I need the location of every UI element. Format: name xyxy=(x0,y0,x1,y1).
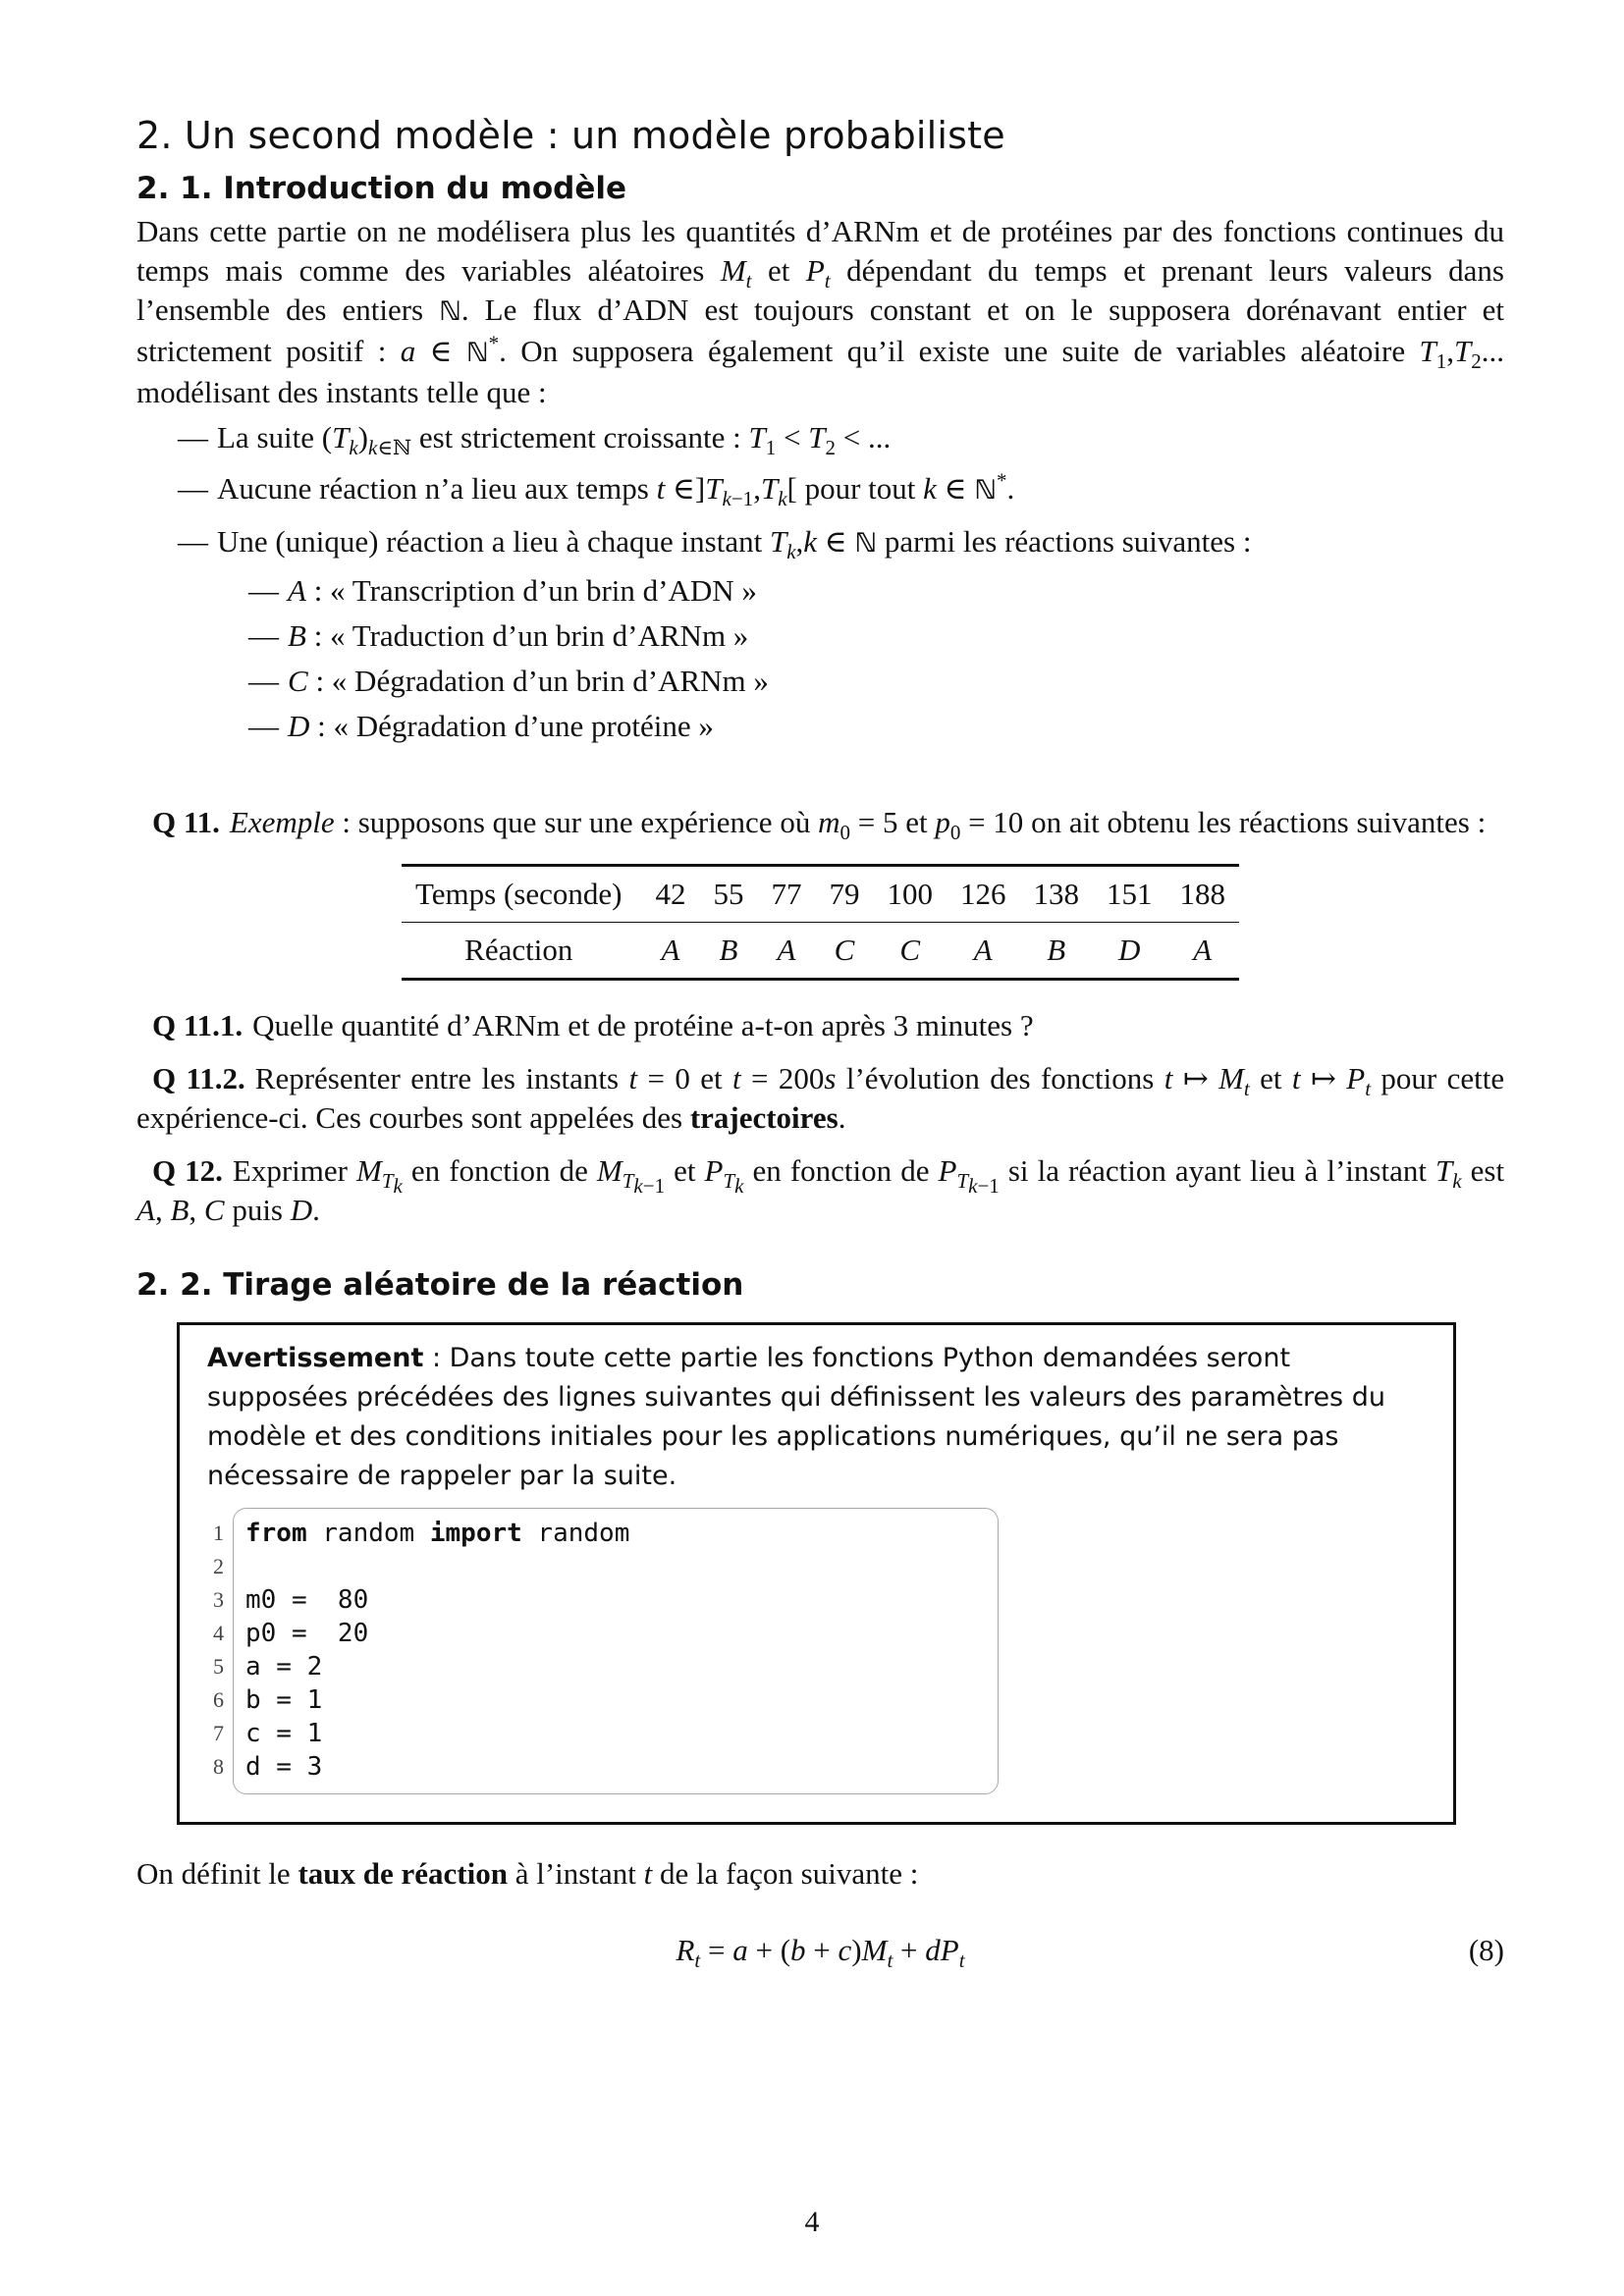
subsection-title-draw: 2. 2. Tirage aléatoire de la réaction xyxy=(136,1267,744,1303)
reaction-item: — A : « Transcription d’un brin d’ADN » xyxy=(248,571,1504,611)
warning-box xyxy=(177,1322,1456,1825)
reaction-item: — C : « Dégradation d’un brin d’ARNm » xyxy=(248,662,1504,701)
reactions-list xyxy=(217,571,1504,746)
conditions-list xyxy=(136,418,1504,746)
code-line: 5 a = 2 xyxy=(213,1652,323,1682)
equation-formula: $R_t = a + (b + c)M_t + dP_t$ xyxy=(676,1933,965,1973)
table-cell: 138 xyxy=(1019,866,1093,923)
rate-equation xyxy=(136,1923,1504,1982)
intro-paragraph: Dans cette partie on ne modélisera plus les quantités d’ARNm et de protéines par des fonctions continues du temps mais comme des variables aléatoires $M_t$ et $P_t$ dépendant du temps et prenant leurs valeurs dans l’ensemble des entiers ℕ. Le flux d’ADN est toujours constant et on le supposera dorénavant entier et strictement positif : a ∈ ℕ*. On supposera également qu’il existe une suite de variables aléatoire $T_1,T_2$... modélisant des instants telle que : xyxy=(136,214,1505,409)
table-cell: A xyxy=(947,923,1020,980)
table-cell: A xyxy=(1165,923,1239,980)
table-cell: B xyxy=(1019,923,1093,980)
code-line: 7 c = 1 xyxy=(213,1719,323,1748)
code-line: 1 from random import random xyxy=(213,1519,630,1548)
reaction-item: — D : « Dégradation d’une protéine » xyxy=(248,707,1504,746)
question-11-2: Q 11.2. Représenter entre les instants t = 0 et t = 200s l’évolution des fonctions t ↦ $M_t$ et t ↦ $P_t$ pour cette expérience-ci. Ces courbes sont appelées des trajectoires. xyxy=(136,1061,1505,1135)
page-content xyxy=(136,108,1504,1982)
code-line: 4 p0 = 20 xyxy=(213,1619,369,1648)
table-row xyxy=(402,923,1239,980)
table-header-cell: Réaction xyxy=(402,923,641,980)
equation-number: (8) xyxy=(1468,1933,1504,1967)
code-line: 2 xyxy=(213,1554,224,1578)
question-12: Q 12. Exprimer $M_{T_k}$ en fonction de $M_{T_{k-1}}$ et $P_{T_k}$ en fonction de $P_{T_{k-1}}$ si la réaction ayant lieu à l’instant $T_k$ est A, B, C puis D. xyxy=(136,1153,1505,1227)
rate-definition: On définit le taux de réaction à l’instant t de la façon suivante : xyxy=(136,1856,919,1891)
table-cell: A xyxy=(641,923,699,980)
table-cell: 188 xyxy=(1165,866,1239,923)
section-title: 2. Un second modèle : un modèle probabiliste xyxy=(136,114,1005,157)
table-cell: 42 xyxy=(641,866,699,923)
page-number: 4 xyxy=(804,2206,820,2238)
code-block xyxy=(213,1508,999,1794)
list-item: — Une (unique) réaction a lieu à chaque instant $T_k,k$ ∈ ℕ parmi les réactions suivantes : — A : « Transcription d’un brin d’ADN » — B : « Traduction d’un brin d’ARNm » — C : « Dégradation d’un brin d’ARNm » — D : « Dégradation d’une protéine » xyxy=(178,522,1504,746)
table-cell: 151 xyxy=(1093,866,1166,923)
table-row xyxy=(402,866,1239,923)
table-cell: 55 xyxy=(699,866,757,923)
code-line: 3 m0 = 80 xyxy=(213,1585,369,1615)
table-cell: C xyxy=(815,923,873,980)
code-line: 6 b = 1 xyxy=(213,1685,323,1715)
table-header-cell: Temps (seconde) xyxy=(402,866,641,923)
list-item: — Aucune réaction n’a lieu aux temps t $\in]T_{k-1},T_k$[ pour tout k ∈ ℕ*. xyxy=(178,469,1504,510)
table-cell: A xyxy=(757,923,815,980)
reactions-table xyxy=(402,864,1239,981)
table-cell: 100 xyxy=(873,866,947,923)
code-line: 8 d = 3 xyxy=(213,1752,323,1782)
table-cell: C xyxy=(873,923,947,980)
table-cell: D xyxy=(1093,923,1166,980)
table-cell: 126 xyxy=(947,866,1020,923)
table-cell: 77 xyxy=(757,866,815,923)
table-cell: B xyxy=(699,923,757,980)
list-item: — La suite $(T_k)_{k\in ℕ}$ est strictement croissante : $T_1 < T_2$ < ... xyxy=(178,418,1504,457)
table-cell: 79 xyxy=(815,866,873,923)
subsection-title-intro: 2. 1. Introduction du modèle xyxy=(136,171,627,206)
question-11-1: Q 11.1. Quelle quantité d’ARNm et de protéine a-t-on après 3 minutes ? xyxy=(152,1008,1034,1042)
reaction-item: — B : « Traduction d’un brin d’ARNm » xyxy=(248,616,1504,656)
warning-text: Avertissement : Dans toute cette partie les fonctions Python demandées seront supposées précédées des lignes suivantes qui définissent les valeurs des paramètres du modèle et des conditions initiales pour les applications numériques, qu’il ne sera pas nécessaire de rappeler par la suite. xyxy=(207,1343,1385,1491)
question-11: Q 11. Exemple : supposons que sur une expérience où $m_0 = 5$ et $p_0 = 10$ on ait obtenu les réactions suivantes : xyxy=(152,805,1487,845)
